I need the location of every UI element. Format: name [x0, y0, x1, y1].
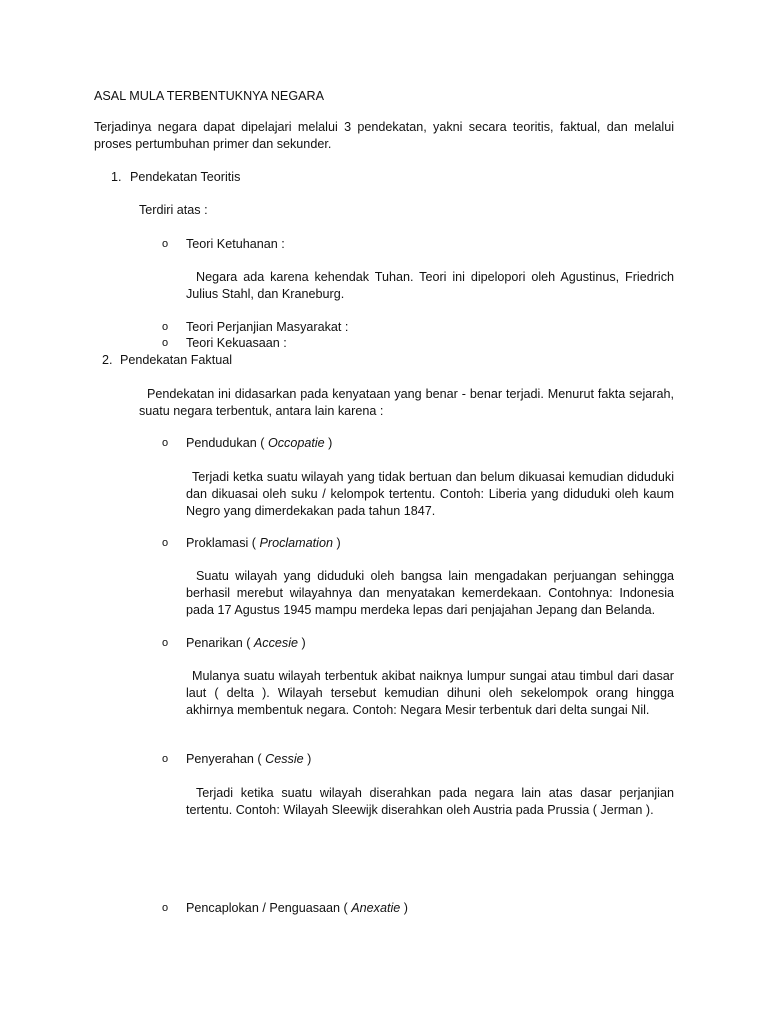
list-item-term: Cessie: [265, 752, 304, 766]
list-item-label: Teori Ketuhanan :: [186, 237, 285, 251]
list-item-label: [186, 751, 311, 768]
list-item-label-text: Pendudukan (: [186, 436, 265, 450]
list-item-description: Suatu wilayah yang diduduki oleh bangsa lain mengadakan perjuangan sehingga berhasil merebut wilayahnya dan menyatakan kemerdekaan. Contohnya: Indonesia pada 17 Agustus 1945 mampu merdeka lepas dari penjajahan Jepang dan Belanda.: [186, 569, 674, 617]
document-title: ASAL MULA TERBENTUKNYA NEGARA: [94, 89, 325, 103]
section-2-number: 2.: [102, 353, 113, 367]
section-1-subheading: Terdiri atas :: [139, 203, 208, 217]
list-item-label-close: ): [298, 636, 306, 650]
list-item-term: Accesie: [253, 636, 299, 650]
bullet-icon: o: [162, 902, 169, 914]
bullet-icon: o: [162, 753, 169, 765]
list-item-term: Anexatie: [351, 901, 401, 915]
list-item-description: Terjadi ketika suatu wilayah diserahkan pada negara lain atas dasar perjanjian tertentu. Contoh: Wilayah Sleewijk diserahkan oleh Austria pada Prussia ( Jerman ).: [186, 786, 674, 817]
bullet-icon: o: [162, 637, 169, 649]
list-item-label-close: ): [324, 436, 333, 450]
list-item-description: Mulanya suatu wilayah terbentuk akibat naiknya lumpur sungai atau timbul dari dasar laut ( delta ). Wilayah tersebut kemudian dihuni oleh sekelompok orang hingga akhirnya membentuk negara. Contoh: Negara Mesir terbentuk dari delta sungai Nil.: [186, 669, 674, 717]
list-item-label-close: ): [332, 536, 341, 550]
list-item-label: [186, 900, 408, 917]
section-2-intro: Pendekatan ini didasarkan pada kenyataan yang benar - benar terjadi. Menurut fakta sejarah, suatu negara terbentuk, antara lain karena :: [139, 387, 674, 418]
bullet-icon: o: [162, 337, 169, 349]
bullet-icon: o: [162, 537, 169, 549]
list-item-label: [186, 535, 341, 552]
list-item-term: Proclamation: [259, 536, 333, 550]
bullet-icon: o: [162, 437, 169, 449]
list-item-label: Teori Kekuasaan :: [186, 336, 287, 350]
list-item-description: Terjadi ketka suatu wilayah yang tidak bertuan dan belum dikuasai kemudian diduduki dan dikuasai oleh suku / kelompok tertentu. Contoh: Liberia yang diduduki oleh kaum Negro yang dimerdekakan pada tahun 1847.: [186, 470, 674, 518]
list-item-label-text: Penarikan (: [186, 636, 251, 650]
list-item-label: [186, 635, 306, 652]
section-2-heading: Pendekatan Faktual: [120, 353, 233, 367]
intro-paragraph: Terjadinya negara dapat dipelajari melalui 3 pendekatan, yakni secara teoritis, faktual, dan melalui proses pertumbuhan primer dan sekunder.: [94, 120, 674, 151]
list-item-term: Occopatie: [267, 436, 325, 450]
list-item-label-text: Proklamasi (: [186, 536, 256, 550]
list-item-description: Negara ada karena kehendak Tuhan. Teori ini dipelopori oleh Agustinus, Friedrich Julius Stahl, dan Kraneburg.: [186, 270, 674, 301]
bullet-icon: o: [162, 238, 169, 250]
list-item-label: Teori Perjanjian Masyarakat :: [186, 320, 349, 334]
list-item-label: [186, 435, 332, 452]
list-item-label-close: ): [400, 901, 408, 915]
list-item-label-close: ): [303, 752, 312, 766]
section-1-number: 1.: [111, 170, 122, 184]
bullet-icon: o: [162, 321, 169, 333]
section-1-heading: Pendekatan Teoritis: [130, 170, 241, 184]
list-item-label-text: Penyerahan (: [186, 752, 262, 766]
list-item-label-text: Pencaplokan / Penguasaan (: [186, 901, 348, 915]
